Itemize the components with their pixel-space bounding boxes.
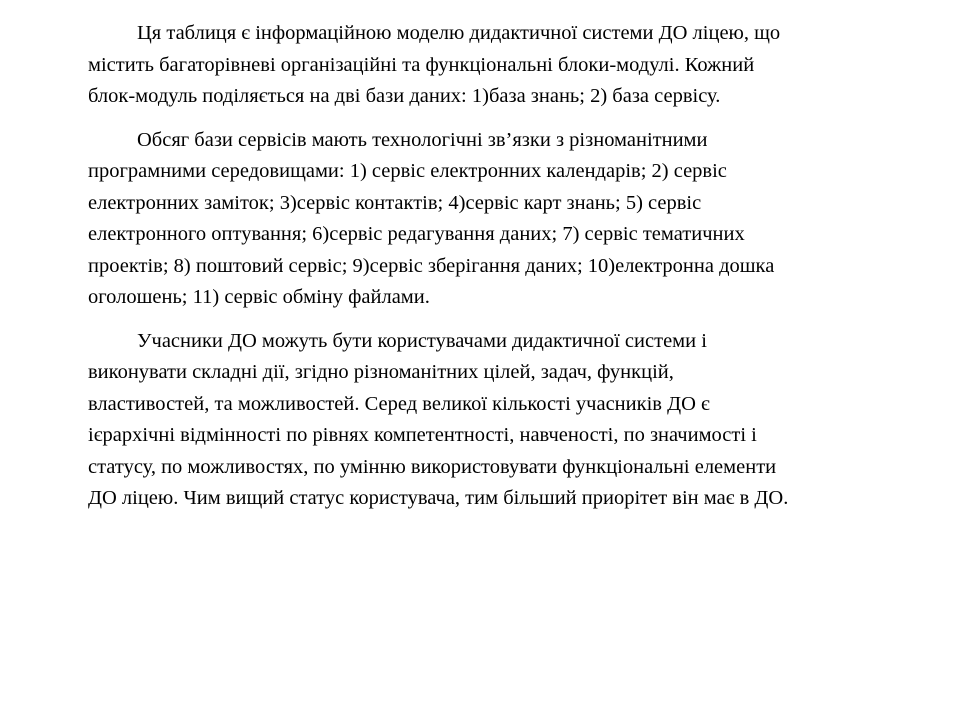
text-line: ієрархічні відмінності по рівнях компетентності, навченості, по значимості і [88, 424, 757, 446]
paragraph-participants [88, 326, 878, 515]
text-line: блок-модуль поділяється на дві бази даних: 1)база знань; 2) база сервісу. [88, 85, 721, 107]
paragraph-services [88, 125, 878, 314]
text-line: проектів; 8) поштовий сервіс; 9)сервіс зберігання даних; 10)електронна дошка [88, 254, 775, 277]
text-line: Ця таблиця є інформаційною моделю дидактичної системи ДО ліцею, що [137, 22, 781, 44]
text-line: статусу, по можливостях, по умінню використовувати функціональні елементи [88, 455, 777, 478]
text-line: Обсяг бази сервісів мають технологічні зв’язки з різноманітними [137, 128, 708, 151]
text-line: містить багаторівневі організаційні та функціональні блоки-модулі. Кожний [88, 53, 755, 76]
text-line: ДО ліцею. Чим вищий статус користувача, тим більший приорітет він має в ДО. [88, 487, 789, 509]
text-line: Учасники ДО можуть бути користувачами дидактичної системи і [137, 329, 707, 352]
text-line: програмними середовищами: 1) сервіс електронних календарів; 2) сервіс [88, 160, 727, 182]
text-line: оголошень; 11) сервіс обміну файлами. [88, 286, 430, 308]
document-text-block [88, 18, 878, 515]
paragraph-info-model [88, 18, 878, 113]
text-line: електронного оптування; 6)сервіс редагування даних; 7) сервіс тематичних [88, 223, 745, 245]
text-line: електронних заміток; 3)сервіс контактів; 4)сервіс карт знань; 5) сервіс [88, 191, 702, 214]
text-line: виконувати складні дії, згідно різноманітних цілей, задач, функцій, [88, 361, 674, 383]
text-line: властивостей, та можливостей. Серед великої кількості учасників ДО є [88, 392, 710, 415]
